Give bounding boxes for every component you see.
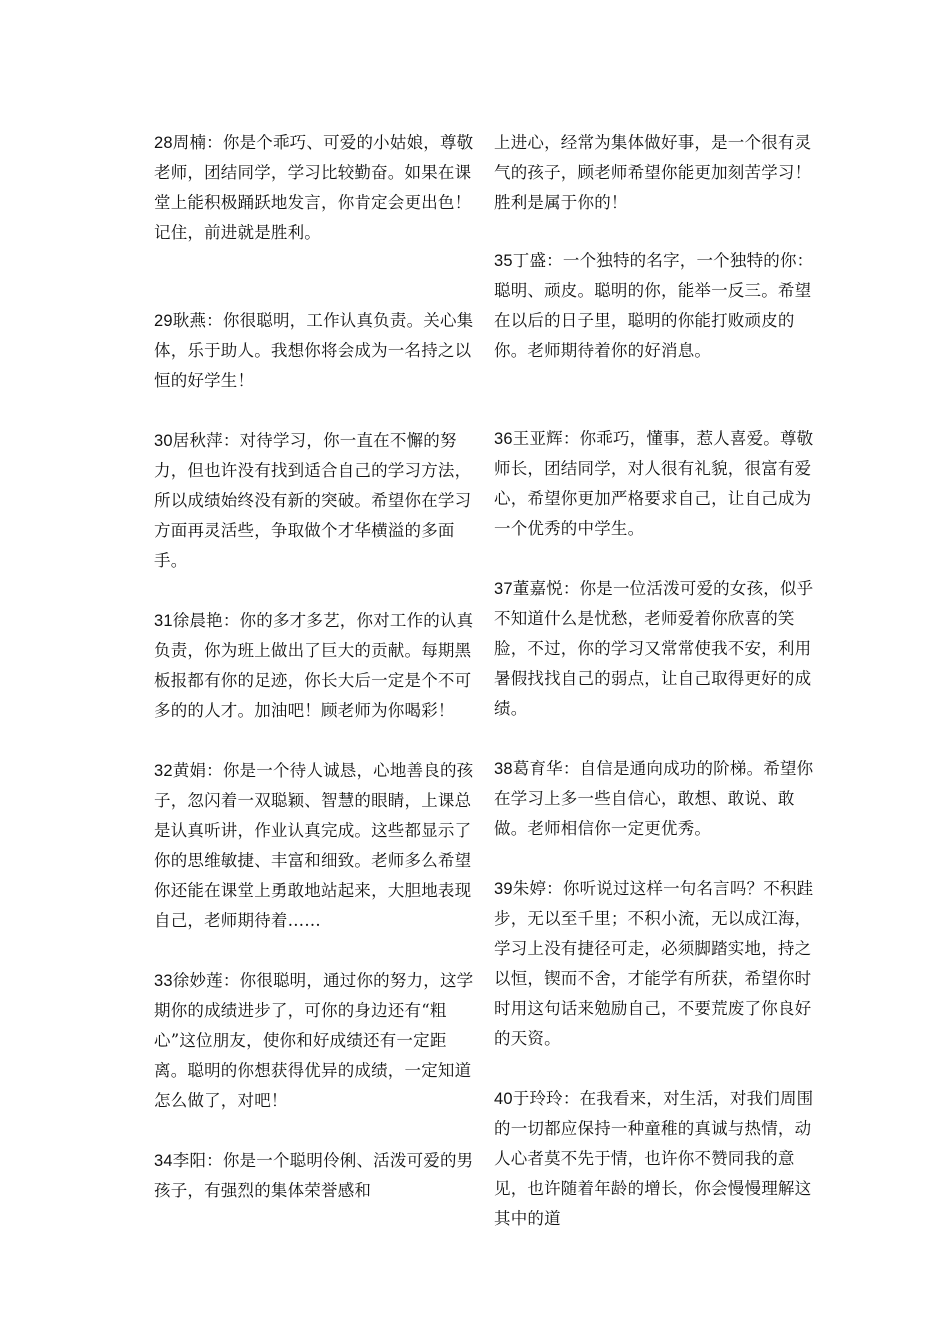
comment-number: 34 <box>154 1152 173 1170</box>
comment-35 <box>494 246 814 366</box>
comment-number: 40 <box>494 1090 513 1108</box>
comment-text: 徐妙莲：你很聪明，通过你的努力，这学期你的成绩进步了，可你的身边还有“粗心”这位朋友，使你和好成绩还有一定距离。聪明的你想获得优异的成绩，一定知道怎么做了，对吧！ <box>154 971 474 1110</box>
comment-number: 38 <box>494 760 513 778</box>
comment-number: 35 <box>494 252 513 270</box>
left-column <box>154 128 476 1206</box>
comment-36 <box>494 424 814 544</box>
comment-text: 居秋萍：对待学习，你一直在不懈的努力，但也许没有找到适合自己的学习方法，所以成绩始终没有新的突破。希望你在学习方面再灵活些，争取做个才华横溢的多面手。 <box>154 431 472 570</box>
comment-38 <box>494 754 814 844</box>
comment-number: 39 <box>494 880 513 898</box>
comment-text: 上进心，经常为集体做好事，是一个很有灵气的孩子，顾老师希望你能更加刻苦学习！胜利是属于你的！ <box>494 133 812 212</box>
comment-39 <box>494 874 814 1054</box>
comment-33 <box>154 966 476 1116</box>
comment-number: 37 <box>494 580 513 598</box>
comment-text: 王亚辉：你乖巧，懂事，惹人喜爱。尊敬师长，团结同学，对人很有礼貌，很富有爱心，希望你更加严格要求自己，让自己成为一个优秀的中学生。 <box>494 429 814 538</box>
comment-number: 33 <box>154 972 173 990</box>
comment-number: 31 <box>154 612 173 630</box>
comment-28 <box>154 128 476 248</box>
comment-30 <box>154 426 476 576</box>
comment-text: 耿燕：你很聪明，工作认真负责。关心集体，乐于助人。我想你将会成为一名持之以恒的好学生！ <box>154 311 474 390</box>
comment-text: 丁盛：一个独特的名字，一个独特的你：聪明、顽皮。聪明的你，能举一反三。希望在以后的日子里，聪明的你能打败顽皮的你。老师期待着你的好消息。 <box>494 251 814 360</box>
comment-number: 29 <box>154 312 173 330</box>
comment-32 <box>154 756 476 936</box>
comment-text: 于玲玲：在我看来，对生活，对我们周围的一切都应保持一种童稚的真诚与热情，动人心者莫不先于情，也许你不赞同我的意见，也许随着年龄的增长，你会慢慢理解这其中的道 <box>494 1089 814 1228</box>
comment-text: 朱婷：你听说过这样一句名言吗？不积跬步，无以至千里；不积小流，无以成江海，学习上没有捷径可走，必须脚踏实地，持之以恒，锲而不舍，才能学有所获，希望你时时用这句话来勉励自己，不要荒废了你良好的天资。 <box>494 879 814 1048</box>
comment-text: 黄娟：你是一个待人诚恳，心地善良的孩子，忽闪着一双聪颖、智慧的眼睛，上课总是认真听讲，作业认真完成。这些都显示了你的思维敏捷、丰富和细致。老师多么希望你还能在课堂上勇敢地站起来，大胆地表现自己，老师期待着…… <box>154 761 474 930</box>
comment-number: 28 <box>154 134 173 152</box>
comment-31 <box>154 606 476 726</box>
comment-number: 30 <box>154 432 173 450</box>
comment-29 <box>154 306 476 396</box>
comment-number: 36 <box>494 430 513 448</box>
comment-text: 周楠：你是个乖巧、可爱的小姑娘，尊敬老师，团结同学，学习比较勤奋。如果在课堂上能积极踊跃地发言，你肯定会更出色！记住，前进就是胜利。 <box>154 133 474 242</box>
comment-text: 葛育华：自信是通向成功的阶梯。希望你在学习上多一些自信心，敢想、敢说、敢做。老师相信你一定更优秀。 <box>494 759 814 838</box>
comment-text: 李阳：你是一个聪明伶俐、活泼可爱的男孩子，有强烈的集体荣誉感和 <box>154 1151 474 1200</box>
comment-34 <box>154 1146 476 1206</box>
comment-text: 徐晨艳：你的多才多艺，你对工作的认真负责，你为班上做出了巨大的贡献。每期黑板报都有你的足迹，你长大后一定是个不可多的的人才。加油吧！顾老师为你喝彩！ <box>154 611 474 720</box>
comment-text: 董嘉悦：你是一位活泼可爱的女孩，似乎不知道什么是忧愁，老师爱着你欣喜的笑脸，不过，你的学习又常常使我不安，利用暑假找找自己的弱点，让自己取得更好的成绩。 <box>494 579 814 718</box>
right-column <box>494 128 814 1234</box>
comment-40 <box>494 1084 814 1234</box>
comment-number: 32 <box>154 762 173 780</box>
comment-37 <box>494 574 814 724</box>
comment-34-continued <box>494 128 814 218</box>
